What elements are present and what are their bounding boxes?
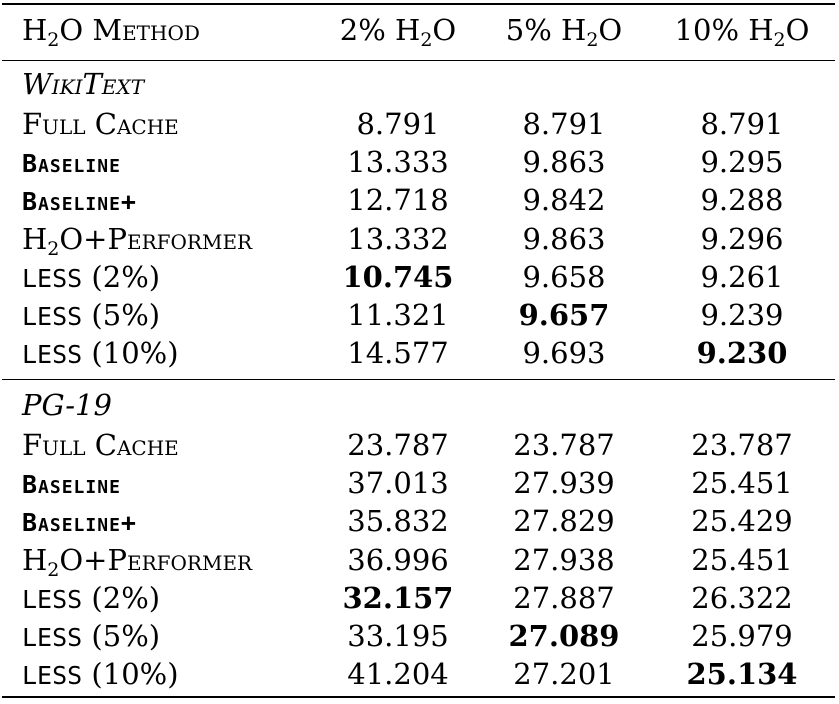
method-cell: Baseline+ [22, 508, 137, 538]
table-row [0, 617, 839, 655]
value-cell: 25.451 [691, 466, 793, 501]
table-row [0, 334, 839, 372]
header-10pct: 10% $H_2O$ [674, 13, 810, 51]
header-5pct: 5% $H_2O$ [505, 13, 623, 51]
method-cell: $H_2O+Performer$ [22, 542, 253, 581]
value-cell: 9.657 [518, 298, 610, 332]
method-cell: LESS (5%) [22, 298, 161, 332]
table-row [0, 655, 839, 693]
method-cell: Full Cache [22, 428, 179, 462]
value-cell: 14.577 [347, 336, 449, 371]
value-cell: 41.204 [347, 657, 449, 692]
value-cell: 13.332 [347, 221, 449, 256]
section-title-row [0, 386, 839, 424]
table-row [0, 258, 839, 296]
value-cell: 36.996 [347, 542, 449, 577]
value-cell: 13.333 [347, 145, 449, 180]
table-row [0, 105, 839, 143]
bottom-rule [2, 696, 835, 698]
value-cell: 9.239 [700, 298, 784, 332]
table-row [0, 143, 839, 181]
table-row [0, 464, 839, 502]
value-cell: 27.938 [513, 542, 615, 577]
value-cell: 8.791 [356, 107, 440, 141]
method-cell: LESS (2%) [22, 580, 161, 615]
value-cell: 27.887 [513, 580, 615, 615]
value-cell: 27.829 [513, 504, 615, 539]
value-cell: 8.791 [522, 107, 606, 141]
value-cell: 9.288 [700, 183, 784, 218]
method-cell: Baseline [22, 470, 121, 500]
table-row [0, 296, 839, 334]
value-cell: 9.658 [522, 259, 606, 294]
value-cell: 9.863 [522, 145, 606, 180]
value-cell: 26.322 [691, 580, 793, 615]
value-cell: 8.791 [700, 107, 784, 141]
method-cell: $H_2O+Performer$ [22, 221, 253, 260]
table-row [0, 502, 839, 540]
value-cell: 25.979 [691, 619, 793, 653]
table-row [0, 220, 839, 258]
table-row [0, 579, 839, 617]
method-cell: Baseline [22, 149, 121, 179]
value-cell: 23.787 [513, 428, 615, 462]
value-cell: 9.842 [522, 183, 606, 218]
value-cell: 23.787 [691, 428, 793, 462]
method-cell: LESS (5%) [22, 619, 161, 653]
header-method: $H_2O$ Method [22, 13, 200, 51]
value-cell: 27.939 [513, 466, 615, 501]
value-cell: 25.134 [686, 657, 798, 692]
value-cell: 27.089 [508, 619, 620, 653]
value-cell: 37.013 [347, 466, 449, 501]
table-row [0, 181, 839, 219]
value-cell: 27.201 [513, 657, 615, 692]
method-cell: Full Cache [22, 107, 179, 141]
value-cell: 35.832 [347, 504, 449, 539]
value-cell: 11.321 [347, 298, 449, 332]
value-cell: 32.157 [342, 580, 454, 615]
top-rule [2, 3, 835, 5]
value-cell: 25.451 [691, 542, 793, 577]
method-cell: LESS (2%) [22, 259, 161, 294]
header-row [0, 11, 839, 49]
method-cell: Baseline+ [22, 187, 137, 217]
section-title-pg19: PG-19 [22, 388, 112, 422]
value-cell: 9.693 [522, 336, 606, 371]
value-cell: 25.429 [691, 504, 793, 539]
header-rule [2, 60, 835, 61]
value-cell: 12.718 [347, 183, 449, 218]
value-cell: 9.863 [522, 221, 606, 256]
section-title-row [0, 65, 839, 103]
section-divider-rule [2, 379, 835, 380]
table-row [0, 541, 839, 579]
table-row [0, 426, 839, 464]
value-cell: 23.787 [347, 428, 449, 462]
value-cell: 9.295 [700, 145, 784, 180]
method-cell: LESS (10%) [22, 336, 179, 371]
value-cell: 9.261 [700, 259, 784, 294]
method-cell: LESS (10%) [22, 657, 179, 692]
section-title-wikitext: WikiText [22, 67, 145, 101]
value-cell: 9.230 [696, 336, 788, 371]
header-2pct: 2% $H_2O$ [339, 13, 457, 51]
value-cell: 10.745 [342, 259, 454, 294]
value-cell: 9.296 [700, 221, 784, 256]
value-cell: 33.195 [347, 619, 449, 653]
